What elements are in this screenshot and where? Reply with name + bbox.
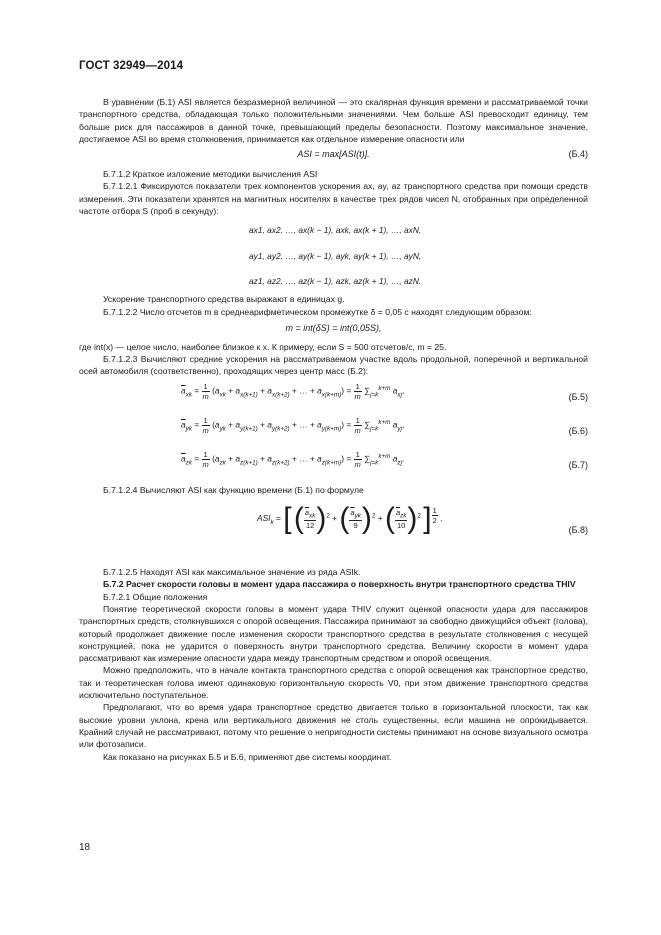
paragraph-b7124: Б.7.1.2.4 Вычисляют ASI как функцию времени (Б.1) по формуле bbox=[103, 484, 364, 495]
equation-b7 bbox=[79, 450, 588, 480]
paragraph-units: Ускорение транспортного средства выражают в единицах g. bbox=[103, 294, 345, 305]
equation-m bbox=[79, 322, 588, 338]
page-number: 18 bbox=[79, 842, 91, 853]
equation-b4-formula: ASI = max[ASI(t)]. bbox=[297, 149, 370, 160]
equation-b8-number: (Б.8) bbox=[568, 525, 588, 536]
heading-b712: Б.7.1.2 Краткое изложение методики вычисления ASI bbox=[103, 169, 318, 180]
standard-header: ГОСТ 32949—2014 bbox=[79, 60, 184, 72]
paragraph-thiv-concept: Понятие теоретической скорости головы в момент удара THIV служит оценкой опасности удара для пассажиров транспортных средств, столкнувшихся с опорой освещения. Пассажира принимают за свободно движущийся объект (голова), который продолжает движение после изменения скорости транспортного средства в результате столкновения с несущей конструкцией, пока не ударится о поверхность внутри транспортного средства. Величину скорости в момент удара рассматривают как измерение опасности удара между транспортным средством и опорой освещения. bbox=[79, 603, 588, 664]
paragraph-b7122: Б.7.1.2.2 Число отсчетов m в среднеарифметическом промежутке δ = 0,05 с находят следующим образом: bbox=[103, 306, 532, 317]
equation-b6 bbox=[79, 416, 588, 446]
equation-b5 bbox=[79, 382, 588, 412]
paragraph-coordinate-systems: Как показано на рисунках Б.5 и Б.6, применяют две системы координат. bbox=[103, 751, 392, 762]
equation-b5-formula: $\overline{a}_{xk}$ = $\frac{1}{m}$ ($a_{xk} + a_{x(k+1)} + a_{x(k+2)}$ + … + $a_{x(k+m)}$) = $\frac{1}{m}$ $\sum_{j=k}^{k+m}$ $a_{xj}$, bbox=[181, 381, 405, 401]
paragraph-asi-definition: В уравнении (Б.1) ASI является безразмерной величиной — это скалярная функция времени и рассматриваемой точки транспортного средства, обладающая только положительными значениями. Чем больше ASI превосходит единицу, тем больше риск для пассажиров в данной точке, превышающий пределы безопасности. Поэтому максимальное значение, достигаемое ASI во время столкновения, принимается как отдельное измерение опасности или bbox=[79, 97, 588, 144]
heading-b72: Б.7.2 Расчет скорости головы в момент удара пассажира о поверхность внутри транспортного средства THIV bbox=[103, 579, 576, 590]
equation-b6-formula: $\overline{a}_{yk}$ = $\frac{1}{m}$ ($a_{yk} + a_{y(k+1)} + a_{y(k+2)}$ + … + $a_{y(k+m)}$) = $\frac{1}{m}$ $\sum_{j=k}^{k+m}$ $a_{yj}$, bbox=[181, 415, 405, 435]
paragraph-b7125: Б.7.1.2.5 Находят ASI как максимальное значение из ряда ASIk. bbox=[103, 567, 361, 578]
series-az: az1, az2, …, az(k − 1), azk, az(k + 1), …, azN. bbox=[249, 275, 422, 286]
heading-b721: Б.7.2.1 Общие положения bbox=[103, 591, 208, 602]
paragraph-int-definition: где int(x) — целое число, наиболее близкое к x. К примеру, если S = 500 отсчетов/с, m = 25. bbox=[79, 341, 447, 352]
equation-b4 bbox=[79, 148, 588, 164]
series-ay: ay1, ay2, …, ay(k − 1), ayk, ay(k + 1), …, ayN, bbox=[249, 250, 422, 261]
paragraph-initial-velocity: Можно предположить, что в начале контакта транспортного средства с опорой освещения как транспортное средство, так и теоретическая голова имеют одинаковую горизонтальную скорость V0, при этом движение транспортного средства исключительно поступательное. bbox=[79, 665, 588, 701]
equation-b7-formula: $\overline{a}_{zk}$ = $\frac{1}{m}$ ($a_{zk} + a_{z(k+1)} + a_{z(k+2)}$ + … + $a_{z(k+m)}$) = $\frac{1}{m}$ $\sum_{j=k}^{k+m}$ $a_{zj}$. bbox=[181, 449, 405, 469]
equation-m-formula: m = int(δS) = int(0,05S), bbox=[285, 322, 382, 333]
equation-b5-number: (Б.5) bbox=[568, 391, 588, 402]
equation-b8 bbox=[79, 498, 588, 560]
series-ax: ax1, ax2, …, ax(k − 1), axk, ax(k + 1), …, axN, bbox=[249, 225, 422, 236]
paragraph-horizontal-motion: Предполагают, что во время удара транспортное средство двигается только в горизонтальной плоскости, так как высокие уровни уклона, крена или вертикального движения не столь существенны, если машина не опрокидывается. Крайний случай не рассматривают, потому что решение о непригодности системы принимают на основе визуального осмотра или фотозаписи. bbox=[79, 702, 588, 750]
equation-b4-number: (Б.4) bbox=[568, 149, 588, 160]
equation-b7-number: (Б.7) bbox=[568, 459, 588, 470]
equation-b8-formula: $ASI_k$ = [ ( $\frac{\overline{a}_{xk}}{12}$ )$^2$ + ( $\frac{\overline{a}_{yk}}{9}$ )$^2$ + ( $\frac{\overline{a}_{zk}}{10}$ )$^2$ ] $^{\frac{1}{2}}$ . bbox=[257, 502, 443, 536]
paragraph-b7121: Б.7.1.2.1 Фиксируются показатели трех компонентов ускорения ax, ay, az транспортного средства при помощи средств измерения. Эти показатели хранятся на магнитных носителях в качестве трех рядов чисел N, отобранных при определенной частоте отбора S (проб в секунду): bbox=[79, 181, 588, 217]
equation-b6-number: (Б.6) bbox=[568, 425, 588, 436]
page-content bbox=[79, 96, 588, 763]
paragraph-b7123: Б.7.1.2.3 Вычисляют средние ускорения на рассматриваемом участке вдоль продольной, поперечной и вертикальной осей автомобиля (соответственно), проходящих через центр масс (Б.2): bbox=[79, 354, 588, 377]
